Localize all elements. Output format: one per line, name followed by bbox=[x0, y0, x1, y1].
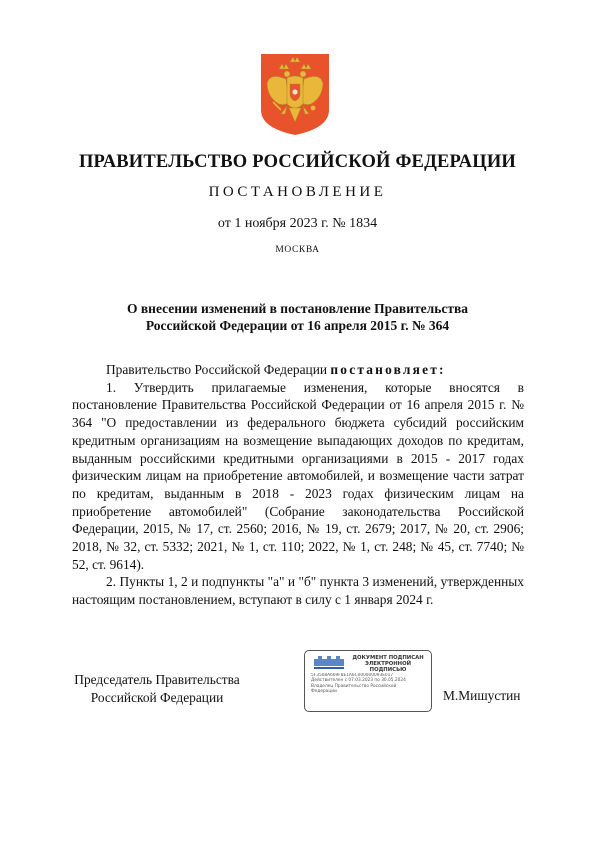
subject-line-2: Российской Федерации от 16 апреля 2015 г. № 364 bbox=[145, 318, 450, 333]
stamp-owner: Владелец Правительство Российской bbox=[311, 683, 397, 689]
signer-position-line-1: Председатель Правительства bbox=[74, 672, 240, 687]
document-type: ПОСТАНОВЛЕНИЕ bbox=[208, 184, 387, 200]
signer-name: М.Мишустин bbox=[443, 688, 521, 703]
stamp-validity: Действителен с 07.03.2023 по 30.05.2024 bbox=[311, 678, 406, 684]
preamble bbox=[72, 361, 524, 379]
signer-position bbox=[62, 671, 252, 707]
stamp-details bbox=[311, 673, 429, 695]
document-subject bbox=[0, 300, 595, 334]
stamp-title-line-2: ЭЛЕКТРОННОЙ ПОДПИСЬЮ bbox=[364, 661, 412, 673]
stamp-serial: 5F3508A669F8E1A6C000000093E017 bbox=[311, 673, 394, 678]
stamp-logo-icon bbox=[312, 655, 346, 670]
stamp-owner-cont: Федерации bbox=[311, 689, 337, 695]
city: МОСКВА bbox=[275, 245, 320, 255]
coat-of-arms-emblem bbox=[259, 52, 331, 136]
subject-line-1: О внесении изменений в постановление Правительства bbox=[127, 301, 468, 316]
stamp-title bbox=[349, 655, 427, 673]
paragraph-2: 2. Пункты 1, 2 и подпункты "а" и "б" пункта 3 изменений, утвержденных настоящим постановлением, вступают в силу с 1 января 2024 г. bbox=[72, 574, 524, 608]
date-and-number: от 1 ноября 2023 г. № 1834 bbox=[217, 216, 378, 231]
paragraph-1: 1. Утвердить прилагаемые изменения, которые вносятся в постановление Правительства Российской Федерации от 16 апреля 2015 г. № 364 "О предоставлении из федерального бюджета субсидий российским кредитным организациям на возмещение выпадающих доходов по кредитам, выданным российскими кредитными организациями в 2015 - 2017 годах физическим лицам на приобретение автомобилей, и возмещение части затрат по кредитам, выданным в 2018 - 2023 годах физическим лицам на приобретение автомобилей" (Собрание законодательства Российской Федерации, 2015, № 17, ст. 2560; 2016, № 19, ст. 2679; 2017, № 20, ст. 2906; 2018, № 32, ст. 5332; 2021, № 1, ст. 110; 2022, № 1, ст. 248; № 45, ст. 7740; № 52, ст. 9614). bbox=[72, 379, 524, 572]
decree-word: постановляет: bbox=[330, 362, 446, 377]
signer-position-line-2: Российской Федерации bbox=[90, 690, 224, 705]
document-body bbox=[72, 361, 524, 609]
electronic-signature-stamp bbox=[304, 650, 432, 712]
government-title: ПРАВИТЕЛЬСТВО РОССИЙСКОЙ ФЕДЕРАЦИИ bbox=[78, 152, 517, 172]
stamp-title-line-1: ДОКУМЕНТ ПОДПИСАН bbox=[352, 655, 424, 661]
preamble-text: Правительство Российской Федерации bbox=[106, 362, 328, 377]
